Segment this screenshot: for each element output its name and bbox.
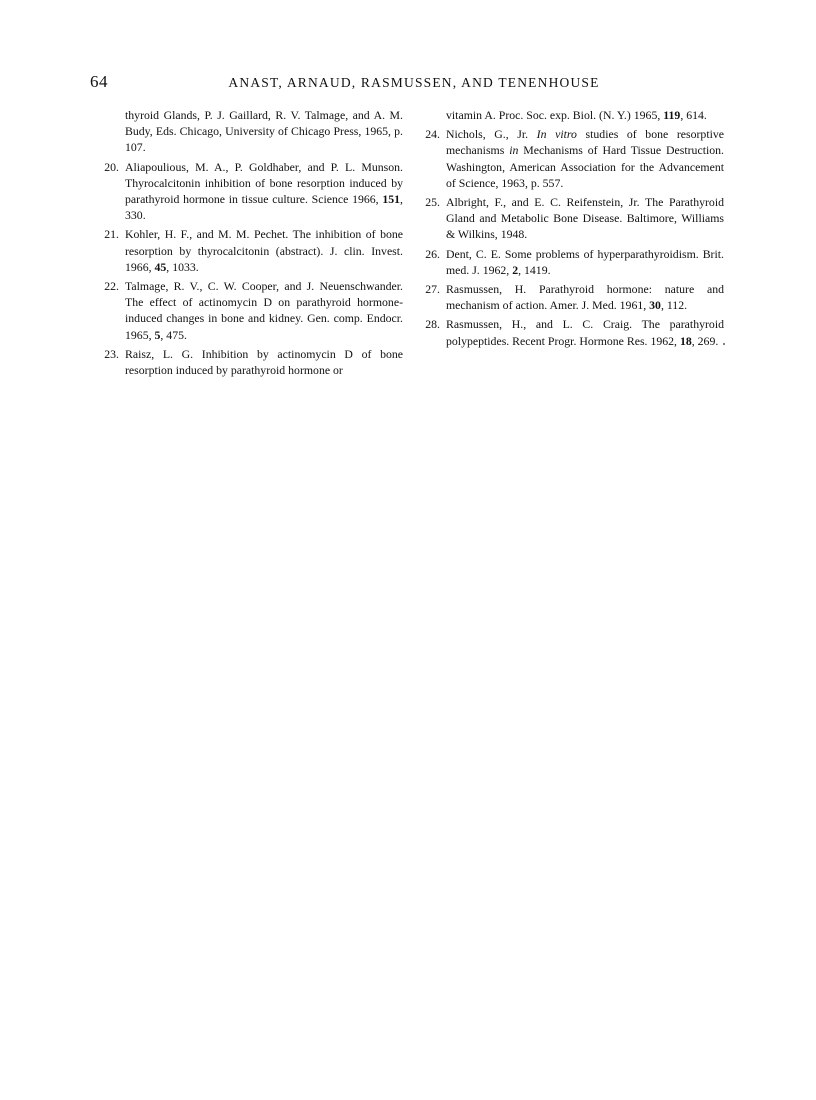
reference-continuation xyxy=(424,107,724,123)
reference-segment: Albright, F., and E. C. Reifenstein, Jr. The Parathyroid Gland and Metabolic Bone Disease. Baltimore, Williams & Wilkins, 1948. xyxy=(446,195,724,242)
reference-segment: Rasmussen, H., and L. C. Craig. The parathyroid polypeptides. Recent Progr. Hormone Res. 1962, xyxy=(446,317,724,348)
reference-segment: Rasmussen, H. Parathyroid hormone: nature and mechanism of action. Amer. J. Med. 1961, xyxy=(446,282,724,313)
reference-segment: , 330. xyxy=(125,192,403,223)
reference-text xyxy=(446,126,724,191)
references-left-column xyxy=(103,107,403,381)
volume-number: 119 xyxy=(663,108,681,122)
volume-number: 30 xyxy=(649,298,661,313)
reference-segment: studies of bone resorptive mechanisms xyxy=(446,127,725,158)
reference-segment: , 614. xyxy=(680,108,707,122)
reference-segment: Kohler, H. F., and M. M. Pechet. The inhibition of bone resorption by thyrocalcitonin (abstract). J. clin. Invest. 1966, xyxy=(125,227,403,274)
reference-item xyxy=(103,346,403,378)
reference-number: 20 . xyxy=(87,159,119,175)
reference-segment: Raisz, L. G. Inhibition by actinomycin D of bone resorption induced by parathyroid hormone or xyxy=(125,346,403,378)
volume-number: 18 xyxy=(679,333,692,348)
reference-number: 28 . xyxy=(408,316,440,332)
reference-text xyxy=(446,281,724,313)
reference-continuation xyxy=(103,107,403,156)
reference-text xyxy=(125,226,403,275)
italic-phrase: In vitro xyxy=(536,127,577,142)
reference-segment: Talmage, R. V., C. W. Cooper, and J. Neuenschwander. The effect of actinomycin D on parathyroid hormone-induced changes in bone and kidney. Gen. comp. Endocr. 1965, xyxy=(125,279,403,342)
reference-number: 23 . xyxy=(87,346,119,362)
reference-number: 22 . xyxy=(87,278,119,294)
reference-text xyxy=(125,346,403,378)
reference-item xyxy=(424,281,724,313)
reference-segment: , 1419. xyxy=(518,262,551,277)
reference-segment: , 269. xyxy=(691,333,719,348)
reference-text xyxy=(125,159,403,224)
reference-segment: Aliapoulious, M. A., P. Goldhaber, and P. L. Munson. Thyrocalcitonin inhibition of bone resorption induced by parathyroid hormone in tissue culture. Science 1966, xyxy=(125,159,403,207)
reference-number: 27 . xyxy=(408,281,440,297)
page-number: 64 xyxy=(90,72,108,91)
reference-segment: , 1033. xyxy=(166,259,199,274)
reference-item xyxy=(103,278,403,343)
reference-segment: Mechanisms of Hard Tissue Destruction. Washington, American Association for the Advancement of Science, 1963, p. 557. xyxy=(446,143,724,190)
reference-segment: Dent, C. E. Some problems of hyperparathyroidism. Brit. med. J. 1962, xyxy=(446,246,724,277)
reference-text xyxy=(446,107,724,123)
reference-number: 25 . xyxy=(408,194,440,210)
reference-segment: thyroid Glands, P. J. Gaillard, R. V. Talmage, and A. M. Budy, Eds. Chicago, University of Chicago Press, 1965, p. 107. xyxy=(125,108,403,155)
reference-item xyxy=(424,246,724,278)
reference-text xyxy=(125,278,403,343)
reference-number: 21 . xyxy=(87,226,119,242)
reference-item xyxy=(424,194,724,243)
reference-segment: , 475. xyxy=(160,327,187,342)
reference-text xyxy=(125,107,403,156)
reference-segment: vitamin A. Proc. Soc. exp. Biol. (N. Y.) 1965, xyxy=(446,108,664,122)
reference-segment: Nichols, G., Jr. xyxy=(446,127,537,142)
reference-text xyxy=(446,316,724,348)
reference-text xyxy=(446,194,724,243)
volume-number: 45 xyxy=(154,259,167,274)
reference-item xyxy=(103,159,403,224)
reference-number: 26 . xyxy=(408,246,440,262)
reference-text xyxy=(446,246,724,278)
volume-number: 5 xyxy=(154,327,161,342)
running-head: ANAST, ARNAUD, RASMUSSEN, AND TENENHOUSE xyxy=(228,75,600,90)
reference-item xyxy=(103,226,403,275)
italic-phrase: in xyxy=(509,143,519,158)
reference-item xyxy=(424,316,724,348)
reference-item xyxy=(424,126,724,191)
stray-dot xyxy=(723,343,725,345)
reference-number: 24 . xyxy=(408,126,440,142)
page-header xyxy=(90,72,738,94)
references-right-column xyxy=(424,107,724,352)
volume-number: 151 xyxy=(382,192,401,207)
reference-segment: , 112. xyxy=(660,298,688,313)
volume-number: 2 xyxy=(512,262,519,277)
